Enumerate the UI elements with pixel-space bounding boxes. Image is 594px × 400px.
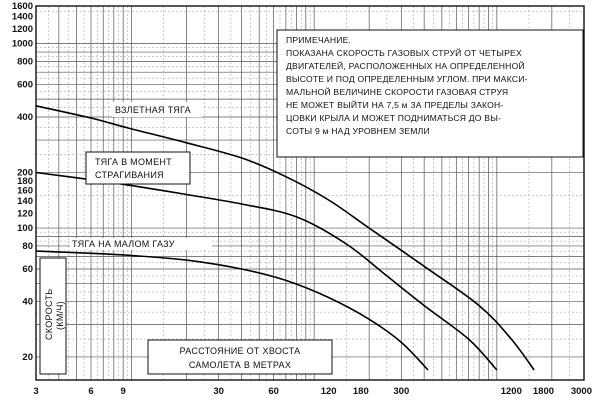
note-line-6: НЕ МОЖЕТ ВЫЙТИ НА 7,5 м ЗА ПРЕДЕЛЫ ЗАКОН- [286, 100, 504, 110]
x-tick-label: 9 [120, 386, 126, 397]
note-line-8: СОТЫ 9 м НАД УРОВНЕМ ЗЕМЛИ [286, 126, 430, 136]
series-label-takeoff-text: ВЗЛЕТНАЯ ТЯГА [115, 105, 191, 115]
y-tick-label: 20 [22, 351, 33, 363]
y-axis-label-line2: (КМ/Ч) [55, 300, 65, 330]
y-tick-label: 200 [17, 167, 33, 179]
x-tick-label: 30 [213, 386, 224, 397]
y-tick-label: 120 [17, 208, 33, 220]
y-axis-label [40, 258, 66, 374]
series-label-idle-text: ТЯГА НА МАЛОМ ГАЗУ [72, 239, 175, 249]
series-label-idle [70, 238, 212, 250]
x-tick-label: 1200 [500, 386, 522, 397]
x-tick-label: 3000 [570, 386, 592, 397]
series-label-takeoff [112, 102, 202, 117]
y-tick-label: 400 [17, 112, 33, 124]
y-tick-label: 600 [17, 79, 33, 91]
note-line-5: МАЛЬНОЙ ВЕЛИЧИНЕ СКОРОСТИ ГАЗОВАЯ СТРУЯ [286, 87, 509, 97]
y-tick-label: 60 [22, 263, 33, 275]
y-tick-label: 1400 [11, 11, 33, 23]
y-axis-label-line1: СКОРОСТЬ [44, 288, 54, 340]
y-tick-labels [12, 1, 33, 363]
y-tick-label: 160 [17, 185, 33, 197]
x-tick-label: 6 [88, 386, 94, 397]
y-tick-label: 40 [22, 296, 33, 308]
y-tick-label: 1200 [11, 24, 33, 36]
note-line-4: ВЫСОТЕ И ПОД ОПРЕДЕЛЕННЫМ УГЛОМ. ПРИ МАКСИ- [286, 74, 528, 84]
x-tick-label: 3 [33, 386, 39, 397]
x-tick-label: 300 [393, 386, 410, 397]
x-axis-label-line2: САМОЛЕТА В МЕТРАХ [188, 360, 292, 370]
note-line-3: ДВИГАТЕЛЕЙ, РАСПОЛОЖЕННЫХ НА ОПРЕДЕЛЕННОЙ [286, 61, 525, 71]
series-label-breakaway-line2: СТРАГИВАНИЯ [95, 170, 164, 180]
y-tick-label: 80 [22, 240, 33, 252]
x-tick-label: 180 [352, 386, 369, 397]
x-tick-label: 60 [268, 386, 279, 397]
series-label-breakaway-line1: ТЯГА В МОМЕНТ [95, 157, 172, 167]
y-tick-label: 140 [17, 196, 33, 208]
note-line-7: ЦОВКИ КРЫЛА И МОЖЕТ ПОДНИМАТЬСЯ ДО ВЫ- [286, 113, 502, 123]
note-box [277, 30, 583, 157]
y-tick-label: 1600 [11, 1, 33, 12]
y-tick-label: 100 [17, 223, 33, 235]
x-tick-label: 120 [320, 386, 337, 397]
note-line-1: ПРИМЕЧАНИЕ. [286, 35, 352, 45]
y-tick-label: 180 [17, 175, 33, 187]
x-axis-label-line1: РАССТОЯНИЕ ОТ ХВОСТА [179, 346, 301, 356]
x-tick-labels [33, 386, 592, 397]
x-axis-label [148, 340, 332, 374]
note-line-2: ПОКАЗАНА СКОРОСТЬ ГАЗОВЫХ СТРУЙ ОТ ЧЕТЫРЕХ [286, 48, 522, 58]
series-label-breakaway [86, 152, 190, 184]
y-tick-label: 1000 [11, 38, 33, 50]
x-tick-label: 1800 [532, 386, 555, 397]
y-tick-label: 800 [17, 56, 33, 68]
